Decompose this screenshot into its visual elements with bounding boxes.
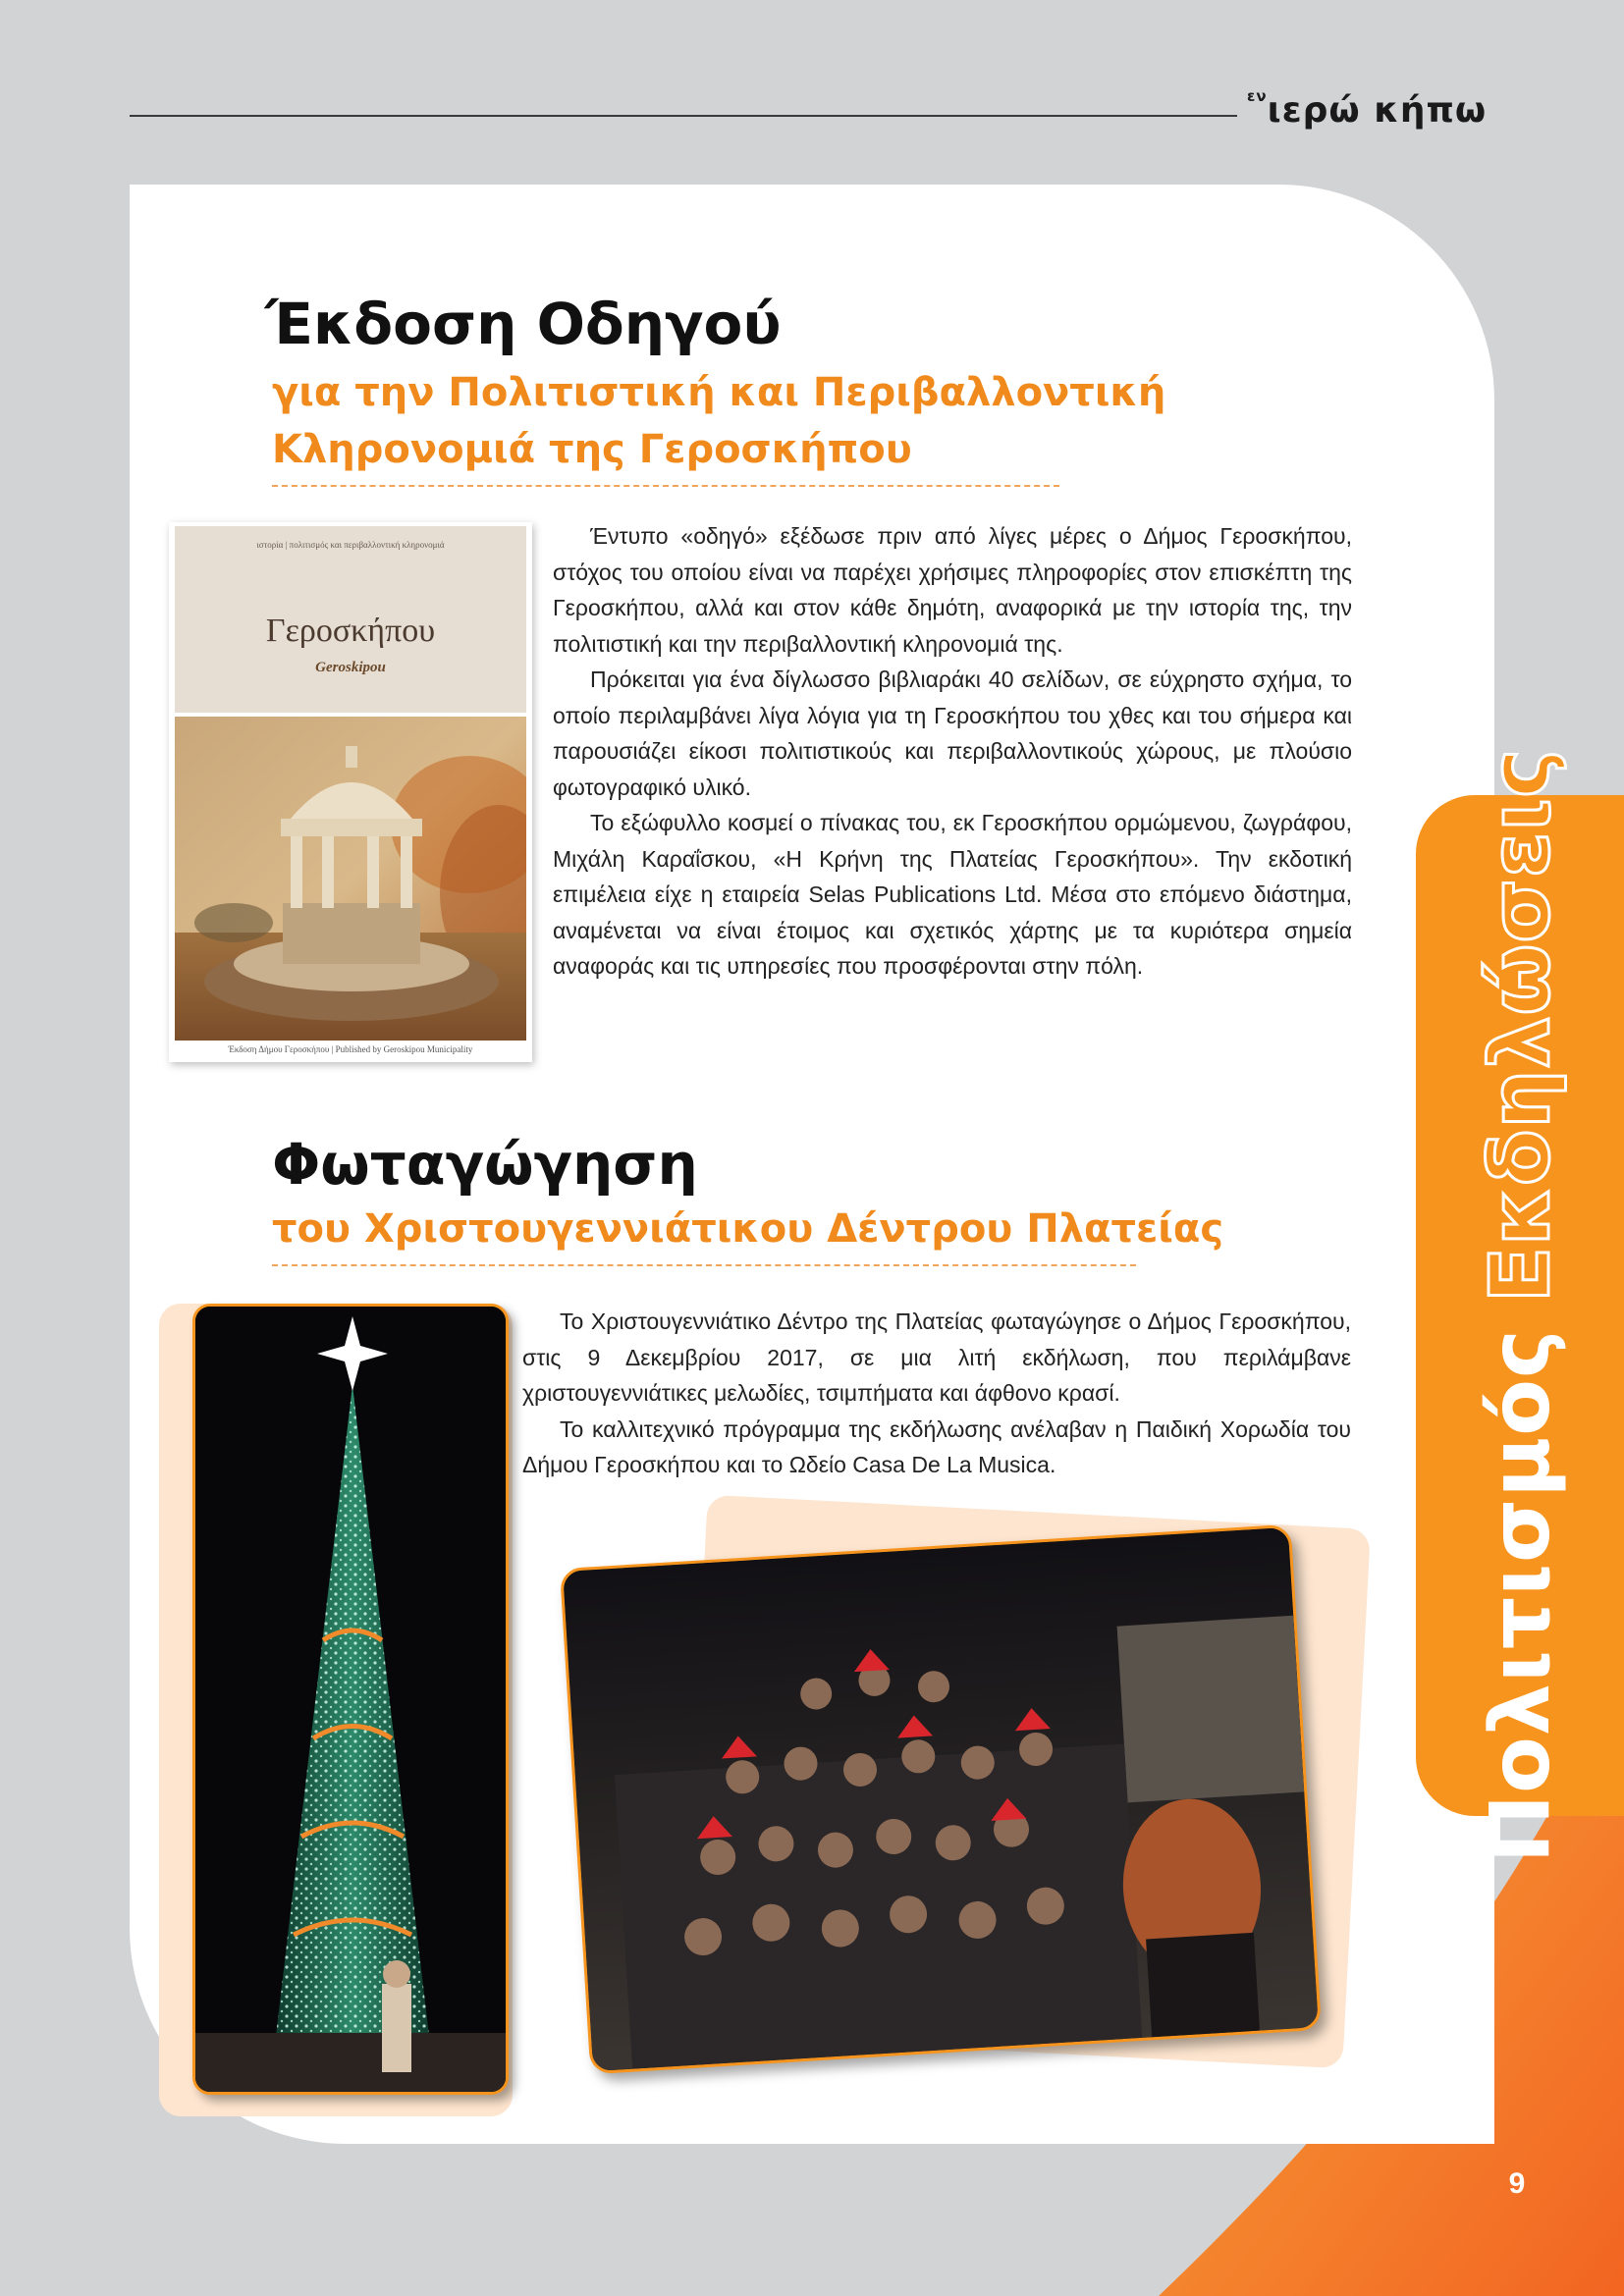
booklet-cover-image [169,522,532,1062]
section2-dashed-rule [272,1264,1136,1266]
children-choir-art [563,1527,1319,2071]
tab-word-culture: Πολιτισμός [1472,1328,1568,1864]
section1-paragraph: Έντυπο «οδηγό» εξέδωσε πριν από λίγες μέρες ο Δήμος Γεροσκήπου, στόχος του οποίου είναι να παρέχει χρήσιμες πληροφορίες στον επισκέπτη της Γεροσκήπου, αλλά και στον κάθε δημότη, αναφορικά με την ιστορία της, την πολιτιστική και την περιβαλλοντική κληρονομιά της. [553,523,1352,657]
booklet-subtitle: Geroskipou [315,660,386,675]
section1-paragraph: Το εξώφυλλο κοσμεί ο πίνακας του, εκ Γεροσκήπου ορμώμενου, ζωγράφου, Μιχάλη Καραΐσκου, «Η Κρήνη της Πλατείας Γεροσκήπου». Την εκδοτική επιμέλεια είχε η εταιρεία Selas Publications Ltd. Μέσα στο επόμενο διάστημα, αναμένεται να είναι έτοιμος και σχετικός χάρτης με τα κυριότερα σημεία αναφοράς και τις υπηρεσίες που προσφέρονται στην πόλη. [553,810,1352,979]
section1-body [553,518,1352,985]
brand-prefix: εν [1247,87,1268,105]
fountain-painting-art [175,717,526,1041]
section-tab-label [1472,748,1568,1863]
section2-paragraph: Το Χριστουγεννιάτικο Δέντρο της Πλατείας φωταγώγησε ο Δήμος Γεροσκήπου, στις 9 Δεκεμβρίου 2017, σε μια λιτή εκδήλωση, που περιλάμβανε χριστουγεννιάτικες μελωδίες, τσιμπήματα και άφθονο κρασί. [522,1308,1351,1406]
brand-name: ιερώ κήπω [1267,90,1488,131]
booklet-fountain-painting [175,717,526,1041]
section1-subtitle-line2: Κληρονομιά της Γεροσκήπου [272,427,912,472]
publication-brand [1247,87,1488,131]
section2-paragraph: Το καλλιτεχνικό πρόγραμμα της εκδήλωσης ανέλαβαν η Παιδική Χορωδία του Δήμου Γεροσκήπου και το Ωδείο Casa De La Musica. [522,1415,1351,1477]
children-choir-photo [560,1524,1322,2075]
booklet-cover-header [175,526,526,713]
header-rule [130,115,1237,117]
christmas-tree-photo [192,1304,509,2095]
booklet-footer: Έκδοση Δήμου Γεροσκήπου | Published by Geroskipou Municipality [228,1044,473,1054]
section1-dashed-rule [272,485,1059,487]
section1-subtitle-line1: για την Πολιτιστική και Περιβαλλοντική [272,370,1166,415]
booklet-title: Γεροσκήπου [265,613,436,649]
section1-title: Έκδοση Οδηγού [265,291,782,357]
page-number: 9 [1508,2167,1526,2200]
booklet-top-line: ιστορία | πολιτισμός και περιβαλλοντική κληρονομιά [256,540,445,550]
section1-paragraph: Πρόκειται για ένα δίγλωσσο βιβλιαράκι 40 σελίδων, σε εύχρηστο σχήμα, το οποίο περιλαμβάνει λίγα λόγια για τη Γεροσκήπου του χθες και του σήμερα και παρουσιάζει είκοσι πολιτιστικούς και περιβαλλοντικούς χώρους, με πλούσιο φωτογραφικό υλικό. [553,667,1352,800]
tab-word-events: Εκδηλώσεις [1472,747,1568,1304]
section2-subtitle: του Χριστουγεννιάτικου Δέντρου Πλατείας [272,1206,1224,1252]
section2-title: Φωταγώγηση [272,1131,698,1198]
section2-body [522,1304,1351,1483]
christmas-tree-art [195,1307,506,2092]
